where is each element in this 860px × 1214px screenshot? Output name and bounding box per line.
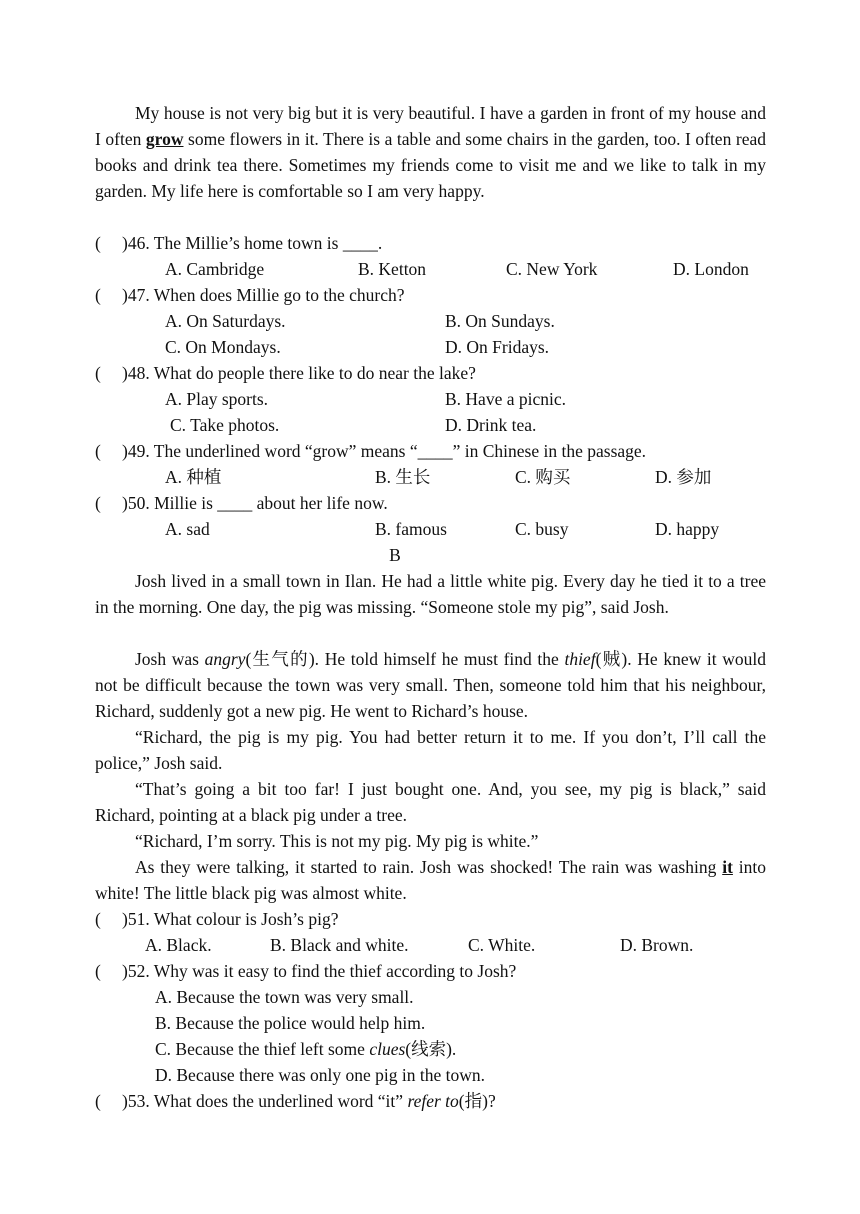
bracket-close: ): [122, 961, 128, 981]
bracket-close: ): [122, 493, 128, 513]
question-text: 49. The underlined word “grow” means “____” in Chinese in the passage.: [127, 441, 647, 461]
question-text: 48. What do people there like to do near the lake?: [127, 363, 476, 383]
option-c: C. On Mondays.: [165, 337, 281, 357]
option-d: D. On Fridays.: [445, 337, 550, 357]
question-53: [95, 1088, 496, 1114]
text-span: As they were talking, it started to rain. Josh was shocked! The rain was washing: [135, 857, 723, 877]
option-d: D. 参加: [655, 467, 712, 487]
passage-b-paragraph-1: Josh lived in a small town in Ilan. He had a little white pig. Every day he tied it to a tree in the morning. One day, the pig was missing. “Someone stole my pig”, said Josh.: [95, 571, 766, 617]
question-text: 50. Millie is ____ about her life now.: [127, 493, 388, 513]
option-a: A. sad: [165, 519, 210, 539]
answer-bracket[interactable]: (: [95, 961, 101, 981]
answer-bracket[interactable]: (: [95, 1091, 101, 1111]
option-b: B. famous: [375, 519, 447, 539]
option-c: C. busy: [515, 519, 569, 539]
question-50: [95, 490, 388, 516]
bracket-close: ): [122, 441, 128, 461]
text-span: into white! The little black pig was almost white.: [95, 857, 766, 903]
option-a: A. On Saturdays.: [165, 311, 286, 331]
italic-word-thief: thief: [564, 649, 596, 669]
option-b: B. 生长: [375, 467, 431, 487]
text-span: some flowers in it. There is a table and some chairs in the garden, too. I often read books and drink tea there. Sometimes my friends come to visit me and we like to talk in my garden. My life here is comfortable so I am very happy.: [95, 129, 766, 201]
option-d: D. Because there was only one pig in the town.: [155, 1065, 485, 1085]
bracket-close: ): [122, 1091, 128, 1111]
answer-bracket[interactable]: (: [95, 493, 101, 513]
question-text: 52. Why was it easy to find the thief according to Josh?: [127, 961, 517, 981]
question-48: [95, 360, 476, 386]
underlined-word-grow: grow: [145, 129, 184, 149]
text-span: (贼). He knew it would not be difficult because the town was very small. Then, someone told him that his neighbour, Richard, suddenly got a new pig. He went to Richard’s house.: [95, 649, 766, 721]
option-c: [155, 1036, 456, 1062]
italic-phrase-refer-to: refer to: [407, 1091, 459, 1111]
underlined-word-it: it: [722, 857, 733, 877]
option-b: B. Ketton: [358, 259, 427, 279]
option-a: A. 种植: [165, 467, 222, 487]
answer-bracket[interactable]: (: [95, 363, 101, 383]
text-span: My house is not very big but it is very beautiful. I have a garden in front of my house and I often: [95, 103, 766, 149]
passage-b-paragraph-2: [95, 646, 766, 724]
option-c: C. 购买: [515, 467, 571, 487]
text-span: Josh was: [135, 649, 205, 669]
option-b: B. Because the police would help him.: [155, 1013, 426, 1033]
question-52: [95, 958, 516, 984]
italic-word-angry: angry: [204, 649, 246, 669]
question-text: 51. What colour is Josh’s pig?: [127, 909, 339, 929]
option-b: B. On Sundays.: [445, 311, 555, 331]
option-d: D. happy: [655, 519, 720, 539]
answer-bracket[interactable]: (: [95, 909, 101, 929]
passage-b-paragraph-4: “That’s going a bit too far! I just bought one. And, you see, my pig is black,” said Richard, pointing at a black pig under a tree.: [95, 779, 766, 825]
passage-b-paragraph-6: [95, 854, 766, 906]
option-d: D. London: [673, 259, 749, 279]
question-49: [95, 438, 646, 464]
question-46: [95, 230, 382, 256]
text-span: C. Because the thief left some: [155, 1039, 370, 1059]
section-b-heading: B: [389, 545, 401, 565]
question-text: 53. What does the underlined word “it”: [127, 1091, 408, 1111]
passage-a-paragraph: [95, 100, 766, 204]
passage-b-paragraph-3: “Richard, the pig is my pig. You had better return it to me. If you don’t, I’ll call the police,” Josh said.: [95, 727, 766, 773]
question-47: [95, 282, 405, 308]
bracket-close: ): [122, 285, 128, 305]
passage-b-paragraph-5: “Richard, I’m sorry. This is not my pig. My pig is white.”: [135, 831, 539, 851]
answer-bracket[interactable]: (: [95, 233, 101, 253]
text-span: (指)?: [458, 1091, 496, 1111]
option-b: B. Black and white.: [270, 935, 409, 955]
option-d: D. Brown.: [620, 935, 694, 955]
option-b: B. Have a picnic.: [445, 389, 566, 409]
answer-bracket[interactable]: (: [95, 441, 101, 461]
option-a: A. Play sports.: [165, 389, 269, 409]
option-c: C. White.: [468, 935, 536, 955]
answer-bracket[interactable]: (: [95, 285, 101, 305]
option-a: A. Because the town was very small.: [155, 987, 414, 1007]
option-d: D. Drink tea.: [445, 415, 537, 435]
question-text: 47. When does Millie go to the church?: [127, 285, 405, 305]
option-a: A. Black.: [145, 935, 212, 955]
bracket-close: ): [122, 233, 128, 253]
bracket-close: ): [122, 909, 128, 929]
option-c: C. New York: [506, 259, 598, 279]
italic-word-clues: clues: [369, 1039, 406, 1059]
text-span: (生气的). He told himself he must find the: [245, 649, 565, 669]
text-span: (线索).: [405, 1039, 457, 1059]
option-a: A. Cambridge: [165, 259, 265, 279]
bracket-close: ): [122, 363, 128, 383]
question-51: [95, 906, 338, 932]
option-c: C. Take photos.: [170, 415, 280, 435]
question-text: 46. The Millie’s home town is ____.: [127, 233, 383, 253]
